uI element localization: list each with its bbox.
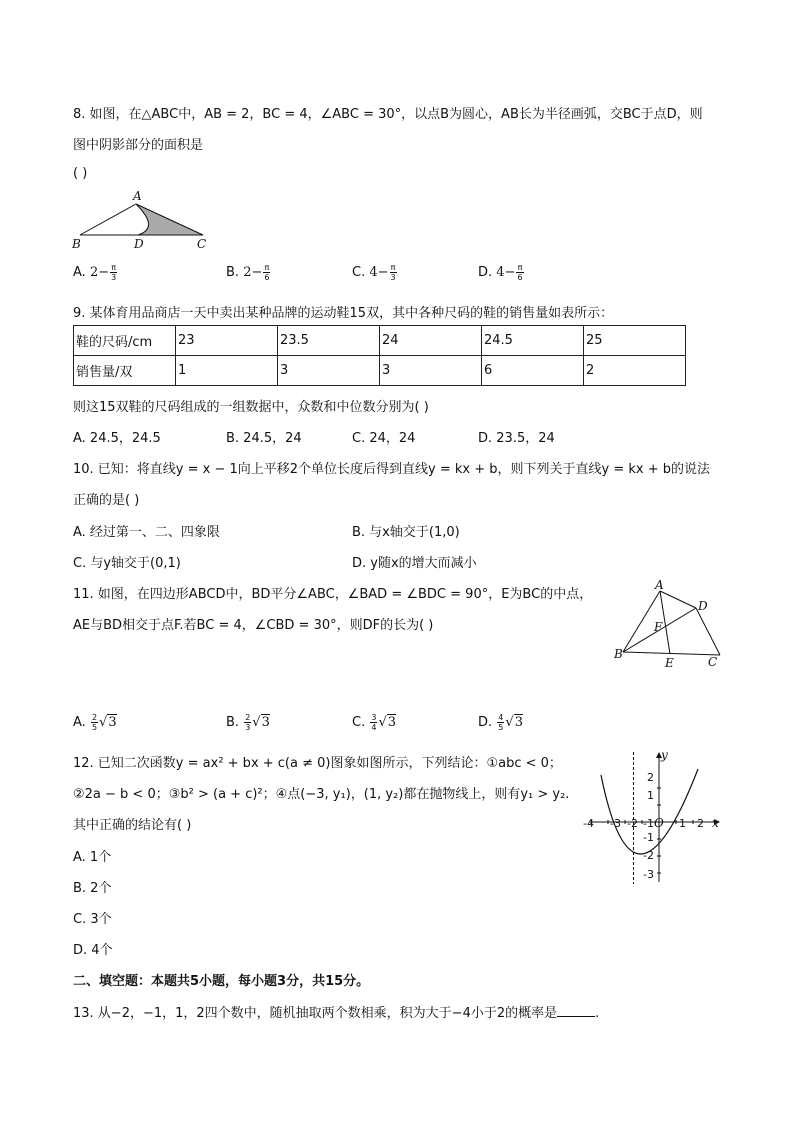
table-cell: 23 — [176, 326, 278, 356]
q8-side-ab — [80, 204, 136, 235]
q12-text-line2: ②2a − b < 0；③b² > (a + c)²；④点(−3, y₁)，(1, y₂)都在抛物线上，则有y₁ > y₂. — [73, 787, 570, 802]
q11-option-b-fraction: $\frac{2}{3}$ — [245, 713, 251, 732]
q11-label-d: D — [698, 599, 708, 613]
q11-option-c-fraction: $\frac{3}{4}$ — [371, 713, 377, 732]
q9-question: 则这15双鞋的尺码组成的一组数据中，众数和中位数分别为( ) — [73, 400, 429, 415]
q12-option-b[interactable]: B. 2个 — [73, 881, 112, 896]
q12-option-a[interactable]: A. 1个 — [73, 850, 112, 865]
q8-option-c[interactable]: C. 4− $\frac{\pi}{3}$ — [352, 263, 396, 282]
q11-label-e: E — [665, 656, 674, 670]
q10-option-c[interactable]: C. 与y轴交于(0,1) — [73, 556, 181, 571]
q13-answer-blank[interactable] — [557, 1004, 595, 1017]
q11-option-d[interactable]: D. $\frac{4}{5}$ √3 — [478, 713, 523, 732]
q10-option-d[interactable]: D. y随x的增大而减小 — [352, 556, 477, 571]
table-row — [74, 326, 686, 356]
table-cell: 3 — [380, 356, 482, 386]
q11-figure — [612, 580, 732, 672]
q8-text-line2: 图中阴影部分的面积是 — [73, 138, 204, 153]
q11-label-f: F — [654, 620, 663, 634]
table-cell: 3 — [278, 356, 380, 386]
q9-size-table — [73, 325, 686, 386]
q12-y-tick-label: 1 — [647, 789, 654, 802]
q11-side-bc — [623, 652, 720, 655]
q12-x-tick-label: 2 — [697, 817, 704, 830]
q11-label-c: C — [708, 655, 718, 669]
table-cell: 24 — [380, 326, 482, 356]
q10-option-a[interactable]: A. 经过第一、二、四象限 — [73, 525, 220, 540]
table-row — [74, 356, 686, 386]
q8-option-d[interactable]: D. 4− $\frac{\pi}{6}$ — [478, 263, 523, 282]
q11-label-a: A — [655, 578, 664, 592]
q11-option-c-sqrt: √3 — [378, 715, 397, 730]
q11-side-ad — [660, 591, 696, 608]
q13-text: 13. 从−2，−1，1，2四个数中，随机抽取两个数相乘，积为大于−4小于2的概率是 . — [73, 1006, 600, 1021]
table-cell: 2 — [584, 356, 686, 386]
q11-option-a-fraction: $\frac{2}{5}$ — [91, 713, 98, 732]
section-heading-fill-in: 二、填空题：本题共5小题，每小题3分，共15分。 — [73, 974, 370, 989]
q8-label-c: C — [197, 237, 207, 251]
q12-x-tick-label: -1 — [643, 817, 654, 830]
q8-option-d-fraction: $\frac{\pi}{6}$ — [517, 263, 523, 282]
q8-label-b: B — [72, 237, 81, 251]
q11-option-b[interactable]: B. $\frac{2}{3}$ √3 — [226, 713, 270, 732]
q12-text-line3: 其中正确的结论有( ) — [73, 818, 192, 833]
q12-option-d[interactable]: D. 4个 — [73, 943, 113, 958]
q12-y-tick-label: -2 — [643, 849, 654, 862]
q8-label-d: D — [134, 237, 144, 251]
q8-option-a[interactable]: A. 2− $\frac{\pi}{3}$ — [73, 263, 117, 282]
table-cell: 25 — [584, 326, 686, 356]
q9-option-c[interactable]: C. 24，24 — [352, 431, 416, 446]
q12-y-tick-label: 2 — [647, 771, 654, 784]
q8-option-b-fraction: $\frac{\pi}{6}$ — [264, 263, 270, 282]
q8-figure — [70, 188, 220, 252]
q12-x-tick-label: -4 — [583, 817, 594, 830]
q11-text-line2: AE与BD相交于点F.若BC = 4，∠CBD = 30°，则DF的长为( ) — [73, 618, 434, 633]
q8-answer-blank: ( ) — [73, 166, 88, 181]
q12-text-line1: 12. 已知二次函数y = ax² + bx + c(a ≠ 0)图象如图所示，下列结论：①abc < 0； — [73, 756, 562, 771]
q12-parabola-graph — [583, 748, 724, 888]
q10-text-line2: 正确的是( ) — [73, 493, 140, 508]
table-cell: 鞋的尺码/cm — [74, 326, 176, 356]
q10-text-line1: 10. 已知：将直线y = x − 1向上平移2个单位长度后得到直线y = kx + b，则下列关于直线y = kx + b的说法 — [73, 462, 711, 477]
q8-option-a-fraction: $\frac{\pi}{3}$ — [111, 263, 117, 282]
q12-y-tick-label: -1 — [643, 831, 654, 844]
q9-option-d[interactable]: D. 23.5，24 — [478, 431, 555, 446]
q12-x-tick-label: 1 — [679, 817, 686, 830]
q11-option-b-sqrt: √3 — [252, 715, 270, 730]
q8-label-a: A — [133, 189, 142, 203]
q11-option-a[interactable]: A. $\frac{2}{5}$ √3 — [73, 713, 117, 732]
table-cell: 1 — [176, 356, 278, 386]
q10-option-b[interactable]: B. 与x轴交于(1,0) — [352, 525, 460, 540]
q12-origin-label: O — [654, 816, 664, 830]
q12-x-tick-label: -2 — [627, 817, 638, 830]
q9-option-b[interactable]: B. 24.5，24 — [226, 431, 302, 446]
q12-x-axis-label: x — [712, 816, 719, 830]
q8-option-b[interactable]: B. 2− $\frac{\pi}{6}$ — [226, 263, 270, 282]
q9-text: 9. 某体育用品商店一天中卖出某种品牌的运动鞋15双，其中各种尺码的鞋的销售量如表所示： — [73, 306, 614, 321]
q12-x-tick-label: -3 — [610, 817, 621, 830]
q11-option-c[interactable]: C. $\frac{3}{4}$ √3 — [352, 713, 397, 732]
q12-option-c[interactable]: C. 3个 — [73, 912, 112, 927]
q11-side-dc — [696, 608, 720, 655]
table-cell: 6 — [482, 356, 584, 386]
q8-option-c-fraction: $\frac{\pi}{3}$ — [390, 263, 396, 282]
q12-y-tick-label: -3 — [643, 868, 654, 881]
q11-label-b: B — [614, 647, 623, 661]
table-cell: 23.5 — [278, 326, 380, 356]
q12-y-axis-label: y — [661, 748, 668, 762]
table-cell: 销售量/双 — [74, 356, 176, 386]
table-cell: 24.5 — [482, 326, 584, 356]
q9-option-a[interactable]: A. 24.5，24.5 — [73, 431, 161, 446]
q11-option-d-sqrt: √3 — [505, 715, 523, 730]
q8-text-line1: 8. 如图，在△ABC中，AB = 2，BC = 4，∠ABC = 30°，以点B为圆心，AB长为半径画弧，交BC于点D，则 — [73, 107, 703, 122]
q11-option-a-sqrt: √3 — [99, 715, 117, 730]
q11-text-line1: 11. 如图，在四边形ABCD中，BD平分∠ABC，∠BAD = ∠BDC = 90°，E为BC的中点， — [73, 587, 593, 602]
q11-option-d-fraction: $\frac{4}{5}$ — [498, 713, 504, 732]
